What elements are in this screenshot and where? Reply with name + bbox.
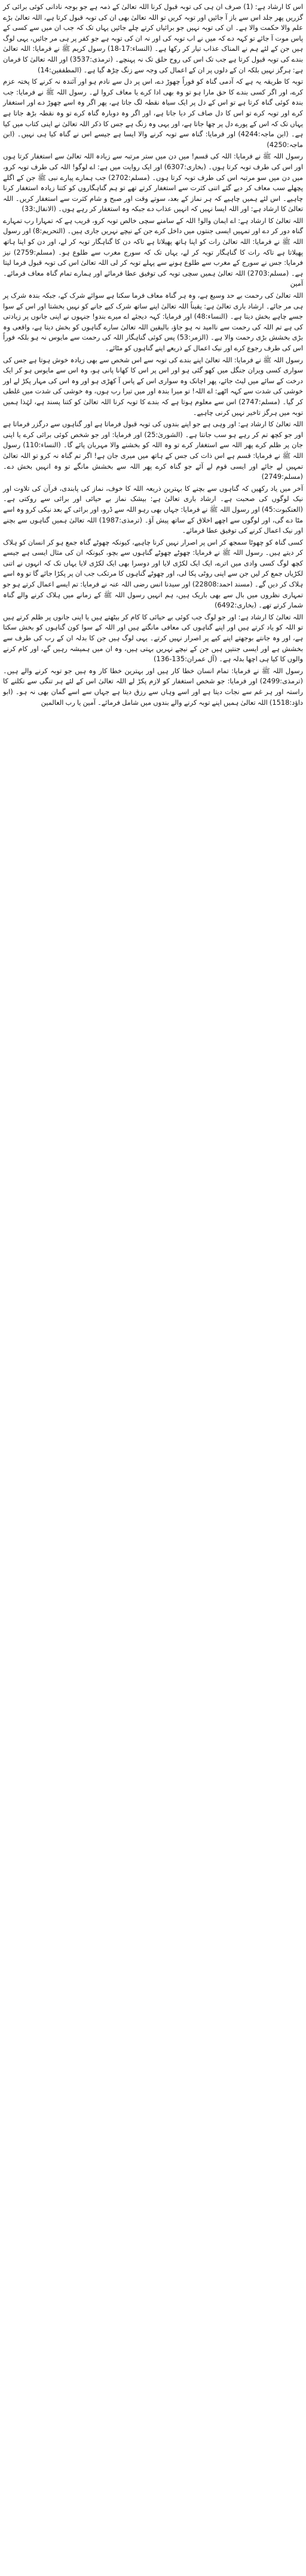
article-paragraph-5: اللہ تعالیٰ کی رحمت بے حد وسیع ہے، وہ ہر گناہ معاف فرما سکتا ہے سوائے شرک کے، جبکہ بندہ شرک پر ہی مر جائے۔ ارشاد باری تعالیٰ ہے: یقیناً اللہ تعالیٰ اپنے ساتھ شرک کیے جانے کو نہیں بخشتا اور اس کے سوا جسے چاہے بخش دیتا ہے۔ (النساء:48) اور فرمایا: کہہ دیجئے اے میرے بندو! جنہوں نے اپنی جانوں پر زیادتی کی ہے تم اللہ کی رحمت سے ناامید نہ ہو جاؤ، بالیقین اللہ تعالیٰ سارے گناہوں کو بخش دیتا ہے، واقعی وہ بڑی بخشش بڑی رحمت والا ہے۔ (الزمر:53) پس کوئی گناہگار اللہ کی رحمت سے مایوس نہ ہو بلکہ فوراً اس کی طرف رجوع کرے اور نیک اعمال کے ذریعے اپنے گناہوں کو مٹائے۔ (3, 291, 304, 352)
article-paragraph-7: اللہ تعالیٰ کا ارشاد ہے: اور وہی ہے جو اپنے بندوں کی توبہ قبول فرماتا ہے اور گناہوں سے درگزر فرماتا ہے اور جو کچھ تم کر رہے ہو سب جانتا ہے۔ (الشوریٰ:25) اور فرمایا: اور جو شخص کوئی برائی کرے یا اپنی جان پر ظلم کرے پھر اللہ سے استغفار کرے تو وہ اللہ کو بخشنے والا مہربان پائے گا۔ (النساء:110) رسول اللہ ﷺ نے فرمایا: قسم ہے اس ذات کی جس کے ہاتھ میں میری جان ہے! اگر تم گناہ نہ کرو تو اللہ تعالیٰ تمہیں لے جائے اور ایسی قوم لے آئے جو گناہ کرے پھر اللہ سے بخشش مانگے تو وہ انہیں بخش دے۔ (مسلم:2749) (3, 420, 303, 481)
article-paragraph-1: اس کا ارشاد ہے: (1) صرف ان ہی کی توبہ قبول کرنا اللہ تعالیٰ کے ذمہ ہے جو بوجہ نادانی کوئی برائی کر گزریں پھر جلد اس سے باز آ جائیں اور توبہ کریں تو اللہ تعالیٰ بھی ان کی توبہ قبول کرتا ہے، اللہ تعالیٰ بڑے علم والا حکمت والا ہے۔ ان کی توبہ نہیں جو برائیاں کرتے چلے جائیں یہاں تک کہ جب ان میں سے کسی کے پاس موت آ جائے تو کہہ دے کہ میں نے اب توبہ کی اور نہ ان کی توبہ ہے جو کفر پر ہی مر جائیں، یہی لوگ ہیں جن کے لئے ہم نے المناک عذاب تیار کر رکھا ہے۔ (النساء:17-18) رسول کریم ﷺ نے فرمایا: اللہ تعالیٰ بندے کی توبہ قبول کرتا ہے جب تک اس کی روح حلق تک نہ پہنچے۔ (ترمذی:3537) اور اللہ تعالیٰ کا فرمان ہے: ہرگز نہیں بلکہ ان کے دلوں پر ان کے اعمال کی وجہ سے زنگ چڑھ گیا ہے۔ (المطففین:14) (3, 2, 303, 74)
article-paragraph-3: رسول اللہ ﷺ نے فرمایا: اللہ کی قسم! میں دن میں ستر مرتبہ سے زیادہ اللہ تعالیٰ سے استغفار کرتا ہوں اور اس کی طرف توبہ کرتا ہوں۔ (بخاری:6307) اور ایک روایت میں ہے: اے لوگو! اللہ کی طرف توبہ کرو، میں دن میں سو مرتبہ اس کی طرف توبہ کرتا ہوں۔ (مسلم:2702) جب ہمارے پیارے نبی ﷺ جن کے اگلے پچھلے سب معاف کر دیے گئے اتنی کثرت سے استغفار کرتے تھے تو ہم گناہگاروں کو کتنا زیادہ استغفار کرنا چاہیے۔ اس لئے ہمیں چاہیے کہ ہر نماز کے بعد، سوتے وقت اور صبح و شام کثرت سے استغفار کریں۔ اللہ تعالیٰ کا ارشاد ہے: اور اللہ ایسا نہیں کہ انہیں عذاب دے جبکہ وہ استغفار کر رہے ہوں۔ (الانفال:33) (3, 152, 304, 213)
article-paragraph-2: توبہ کا طریقہ یہ ہے کہ آدمی گناہ کو فوراً چھوڑ دے، اس پر دل سے نادم ہو اور آئندہ نہ کرنے کا پختہ عزم کرے، اور اگر کسی بندے کا حق مارا ہو تو وہ بھی ادا کرے یا معاف کروا لے۔ رسول اللہ ﷺ نے فرمایا: جب بندہ کوئی گناہ کرتا ہے تو اس کے دل پر ایک سیاہ نقطہ لگ جاتا ہے، پھر اگر وہ اسے چھوڑ دے اور استغفار کرے اور توبہ کرے تو اس کا دل صاف کر دیا جاتا ہے، اور اگر وہ دوبارہ گناہ کرے تو وہ نقطہ بڑھ جاتا ہے یہاں تک کہ اس کے پورے دل پر چھا جاتا ہے، اور یہی وہ زنگ ہے جس کا ذکر اللہ تعالیٰ نے اپنی کتاب میں کیا ہے۔ (ابن ماجہ:4244) اور فرمایا: گناہ سے توبہ کرنے والا ایسا ہے جیسے اس نے گناہ کیا ہی نہیں۔ (ابن ماجہ:4250) (3, 77, 303, 149)
article-paragraph-11: رسول اللہ ﷺ نے فرمایا: تمام انسان خطا کار ہیں اور بہترین خطا کار وہ ہیں جو توبہ کرنے والے ہیں۔ (ترمذی:2499) اور فرمایا: جو شخص استغفار کو لازم پکڑ لے اللہ تعالیٰ اس کے لئے ہر تنگی سے نکلنے کا راستہ اور ہر غم سے نجات دیتا ہے اور اسے وہاں سے رزق دیتا ہے جہاں سے اسے گمان بھی نہ ہو۔ (ابو داؤد:1518) اللہ تعالیٰ ہمیں اپنے توبہ کرنے والے بندوں میں شامل فرمائے۔ آمین یا رب العالمین (3, 666, 303, 707)
article-paragraph-8: آخر میں یاد رکھیں کہ گناہوں سے بچنے کا بہترین ذریعہ اللہ کا خوف، نماز کی پابندی، قرآن کی تلاوت اور نیک لوگوں کی صحبت ہے۔ ارشاد باری تعالیٰ ہے: بیشک نماز بے حیائی اور برائی سے روکتی ہے۔ (العنکبوت:45) اور رسول اللہ ﷺ نے فرمایا: جہاں بھی رہو اللہ سے ڈرو، اور برائی کے بعد نیکی کرو وہ اسے مٹا دے گی، اور لوگوں سے اچھے اخلاق کے ساتھ پیش آؤ۔ (ترمذی:1987) اللہ تعالیٰ ہمیں گناہوں سے بچنے اور نیک اعمال کرنے کی توفیق عطا فرمائے۔ (3, 484, 303, 535)
article-paragraph-9: کسی گناہ کو چھوٹا سمجھ کر اس پر اصرار نہیں کرنا چاہیے، کیونکہ چھوٹے گناہ جمع ہو کر انسان کو ہلاک کر دیتے ہیں۔ رسول اللہ ﷺ نے فرمایا: چھوٹے چھوٹے گناہوں سے بچو، کیونکہ ان کی مثال ایسی ہے جیسے کچھ لوگ کسی وادی میں اترے، ایک ایک لکڑی لایا اور دوسرا بھی ایک لکڑی لایا یہاں تک کہ انہوں نے اتنی لکڑیاں جمع کر لیں جن سے اپنی روٹی پکا لی، اور چھوٹے گناہوں کا مرتکب جب ان پر پکڑا جائے گا تو وہ اسے ہلاک کر دیں گے۔ (مسند احمد:22808) اور سیدنا انس رضی اللہ عنہ نے فرمایا: تم ایسے اعمال کرتے ہو جو تمہاری نظروں میں بال سے بھی باریک ہیں، ہم انہیں رسول اللہ ﷺ کے زمانے میں ہلاک کرنے والے گناہ شمار کرتے تھے۔ (بخاری:6492) (3, 537, 303, 610)
article-paragraph-6: رسول اللہ ﷺ نے فرمایا: اللہ تعالیٰ اپنے بندے کی توبہ سے اس شخص سے بھی زیادہ خوش ہوتا ہے جس کی سواری کسی ویران جنگل میں کھو گئی ہو اور اس پر اس کا کھانا پانی ہو، وہ اس سے مایوس ہو کر ایک درخت کے سائے میں لیٹ جائے، پھر اچانک وہ سواری اس کے پاس آ کھڑی ہو اور وہ اس کی مہار پکڑ لے اور خوشی کی شدت سے کہہ اٹھے: اے اللہ! تو میرا بندہ اور میں تیرا رب ہوں، وہ خوشی کی شدت میں غلطی کر گیا۔ (مسلم:2747) اس سے معلوم ہوتا ہے کہ بندے کا توبہ کرنا اللہ تعالیٰ کو کتنا پسند ہے، لہٰذا ہمیں توبہ میں ہرگز تاخیر نہیں کرنی چاہیے۔ (3, 355, 303, 417)
article-paragraph-4: اللہ تعالیٰ کا ارشاد ہے: اے ایمان والو! اللہ کے سامنے سچی خالص توبہ کرو، قریب ہے کہ تمہارا رب تمہارے گناہ دور کر دے اور تمہیں ایسی جنتوں میں داخل کرے جن کے نیچے نہریں جاری ہیں۔ (التحریم:8) اور رسول اللہ ﷺ نے فرمایا: اللہ تعالیٰ رات کو اپنا ہاتھ پھیلاتا ہے تاکہ دن کا گناہگار توبہ کر لے، اور دن کو اپنا ہاتھ پھیلاتا ہے تاکہ رات کا گناہگار توبہ کر لے، یہاں تک کہ سورج مغرب سے طلوع ہو۔ (مسلم:2759) نیز فرمایا: جس نے سورج کے مغرب سے طلوع ہونے سے پہلے توبہ کر لی اللہ تعالیٰ اس کی توبہ قبول فرما لیتا ہے۔ (مسلم:2703) اللہ تعالیٰ ہمیں سچی توبہ کی توفیق عطا فرمائے اور ہمارے تمام گناہ معاف فرمائے۔ آمین (3, 216, 304, 288)
article-paragraph-10: اللہ تعالیٰ کا ارشاد ہے: اور جو لوگ جب کوئی بے حیائی کا کام کر بیٹھتے ہیں یا اپنی جانوں پر ظلم کرتے ہیں تو اللہ کو یاد کرتے ہیں اور اپنے گناہوں کی معافی مانگتے ہیں اور اللہ کے سوا کون گناہوں کو بخش سکتا ہے، اور وہ جانتے بوجھتے اپنے کیے پر اصرار نہیں کرتے۔ یہی لوگ ہیں جن کا بدلہ ان کے رب کی طرف سے بخشش ہے اور ایسی جنتیں ہیں جن کے نیچے نہریں بہتی ہیں، وہ ان میں ہمیشہ رہیں گے، اور کام کرنے والوں کا کیا ہی اچھا بدلہ ہے۔ (آل عمران:135-136) (3, 612, 303, 664)
